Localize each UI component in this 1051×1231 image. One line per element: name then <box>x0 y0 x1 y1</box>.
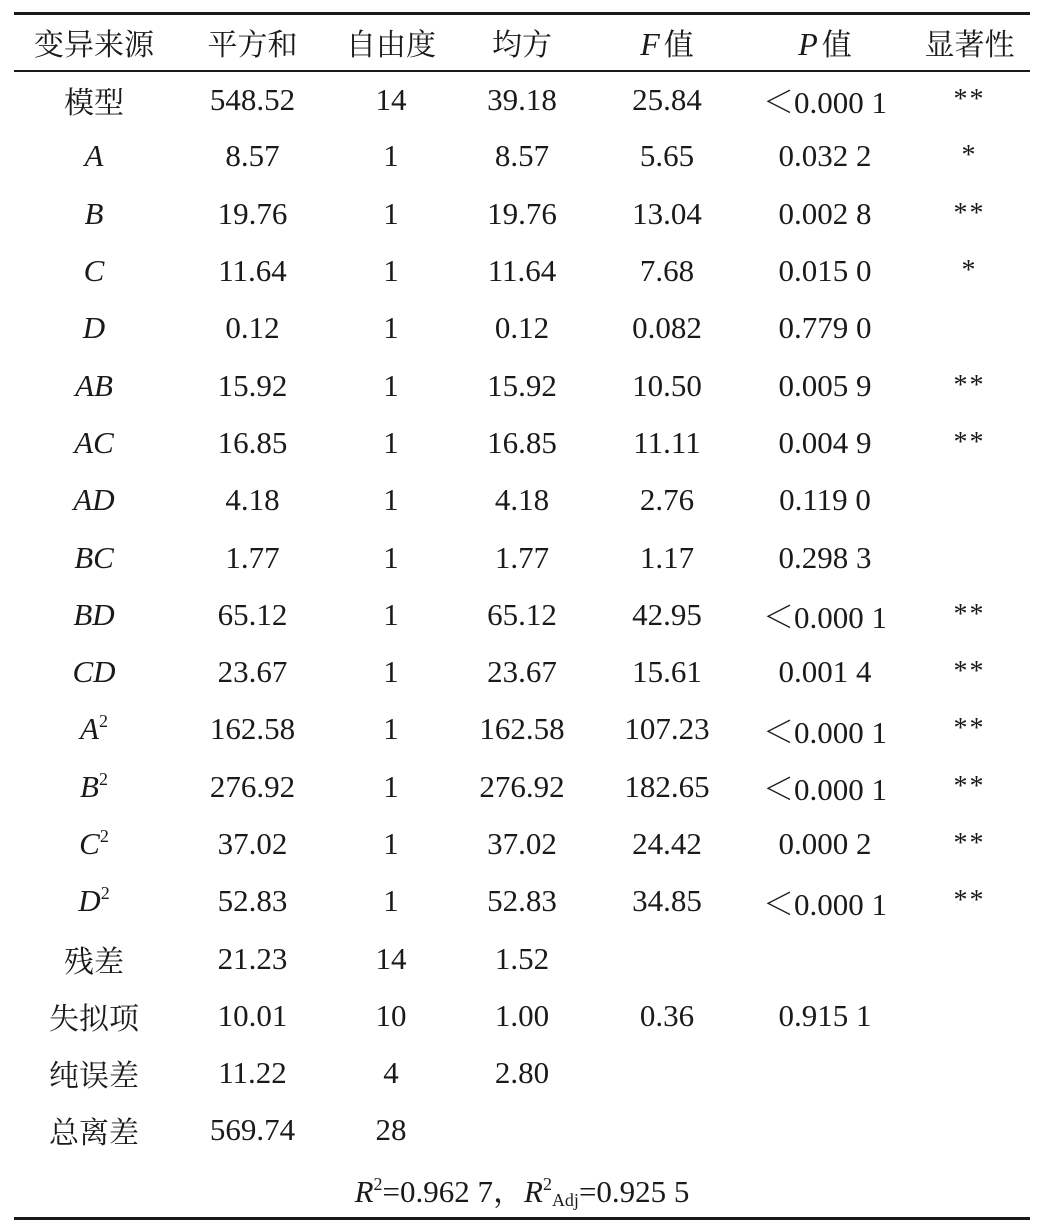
cell-significance: ** <box>953 828 986 859</box>
cell-degrees-of-freedom: 1 <box>383 826 399 861</box>
table-footer <box>14 1159 1030 1219</box>
cell-degrees-of-freedom: 1 <box>383 883 399 919</box>
cell-significance <box>909 930 1030 987</box>
cell-source <box>14 242 174 299</box>
cell-f-value: 24.42 <box>632 826 702 861</box>
cell-degrees-of-freedom: 1 <box>383 424 399 460</box>
cell-source <box>14 1102 174 1159</box>
table-header <box>14 14 1030 71</box>
cell-p-value: 0.000 2 <box>778 826 872 861</box>
cell-mean-square: 65.12 <box>487 596 557 632</box>
cell-f-value: 42.95 <box>632 596 702 632</box>
cell-f-value: 13.04 <box>632 195 702 231</box>
r2adj-subscript: Adj <box>551 1189 579 1210</box>
cell-f-value <box>593 930 741 987</box>
cell-significance: ** <box>953 426 986 458</box>
cell-p-value <box>741 1102 909 1159</box>
table-row <box>14 357 1030 414</box>
cell-significance <box>909 1102 1030 1159</box>
cell-source <box>14 128 174 185</box>
r2adj-superscript: 2 <box>542 1173 552 1194</box>
cell-source <box>14 758 174 815</box>
cell-sum-of-squares: 19.76 <box>217 195 288 231</box>
cell-f-value: 15.61 <box>632 654 702 690</box>
cell-source <box>14 586 174 643</box>
cell-significance: ** <box>953 713 986 745</box>
source-label: BD <box>73 596 115 632</box>
table-row <box>14 128 1030 185</box>
cell-mean-square: 8.57 <box>494 138 550 174</box>
header-f-symbol: F <box>640 26 660 63</box>
cell-mean-square: 1.52 <box>494 940 550 976</box>
cell-degrees-of-freedom: 28 <box>375 1112 407 1148</box>
cell-source <box>14 987 174 1044</box>
cell-f-value: 5.65 <box>639 138 695 174</box>
cell-sum-of-squares: 37.02 <box>217 826 288 861</box>
cell-sum-of-squares: 11.22 <box>218 1055 287 1091</box>
cell-sum-of-squares: 569.74 <box>209 1112 296 1148</box>
cell-mean-square: 0.12 <box>494 310 550 346</box>
cell-p-value: 0.779 0 <box>778 310 872 346</box>
cell-sum-of-squares: 23.67 <box>217 654 288 690</box>
table-row <box>14 758 1030 815</box>
r-squared-adjusted <box>524 1174 689 1210</box>
r2-superscript: 2 <box>373 1173 383 1194</box>
cell-significance <box>909 472 1030 529</box>
cell-mean-square: 16.85 <box>487 424 557 460</box>
table-row <box>14 643 1030 700</box>
cell-p-value: ＜0.000 1 <box>763 714 887 750</box>
cell-source <box>14 529 174 586</box>
cell-sum-of-squares: 548.52 <box>209 81 296 117</box>
cell-sum-of-squares: 16.85 <box>217 424 288 460</box>
source-label: AD <box>73 482 115 518</box>
cell-p-value: 0.004 9 <box>778 424 872 460</box>
source-superscript: 2 <box>98 768 108 789</box>
cell-p-value: ＜0.000 1 <box>763 85 887 121</box>
cell-degrees-of-freedom: 1 <box>383 768 399 804</box>
cell-sum-of-squares: 52.83 <box>217 883 288 919</box>
cell-mean-square: 1.77 <box>494 539 550 575</box>
cell-significance: ** <box>953 598 986 630</box>
r2adj-value: =0.925 5 <box>578 1173 690 1209</box>
r2adj-symbol: R <box>524 1173 543 1209</box>
table-row <box>14 71 1030 128</box>
cell-f-value <box>593 1045 741 1102</box>
cell-degrees-of-freedom: 1 <box>383 310 399 346</box>
fit-row <box>14 1159 1030 1219</box>
cell-degrees-of-freedom: 1 <box>383 596 399 632</box>
cell-mean-square: 162.58 <box>479 711 565 747</box>
cell-degrees-of-freedom: 1 <box>383 654 399 690</box>
cell-source <box>14 815 174 872</box>
cell-significance: * <box>961 140 978 172</box>
source-label: B <box>80 768 99 804</box>
cell-source <box>14 873 174 930</box>
table-row <box>14 300 1030 357</box>
cell-mean-square: 15.92 <box>487 367 557 403</box>
source-label: 总离差 <box>49 1116 139 1152</box>
header-sum-of-squares: 平方和 <box>174 14 331 71</box>
cell-degrees-of-freedom: 1 <box>383 138 399 174</box>
anova-table <box>14 12 1030 1220</box>
cell-significance: * <box>961 255 978 287</box>
cell-source <box>14 701 174 758</box>
source-label: CD <box>72 654 116 690</box>
header-significance: 显著性 <box>909 14 1030 71</box>
source-label: 纯误差 <box>49 1059 139 1095</box>
table-row <box>14 987 1030 1044</box>
cell-source <box>14 71 174 128</box>
cell-mean-square: 37.02 <box>487 826 557 861</box>
cell-source <box>14 300 174 357</box>
table-row <box>14 472 1030 529</box>
cell-source <box>14 1045 174 1102</box>
cell-degrees-of-freedom: 14 <box>375 940 407 976</box>
cell-f-value: 11.11 <box>633 424 701 460</box>
header-row <box>14 14 1030 71</box>
cell-significance: ** <box>953 83 986 115</box>
source-label: 失拟项 <box>49 1001 139 1037</box>
cell-f-value: 25.84 <box>632 81 702 117</box>
source-label: B <box>84 195 104 231</box>
cell-degrees-of-freedom: 1 <box>383 711 399 747</box>
cell-p-value: 0.015 0 <box>778 253 872 289</box>
cell-degrees-of-freedom: 1 <box>383 195 399 231</box>
cell-mean-square: 23.67 <box>487 654 557 690</box>
fit-statistics <box>14 1159 1030 1219</box>
cell-sum-of-squares: 21.23 <box>217 940 288 976</box>
source-label: C <box>79 826 100 861</box>
header-f-suffix: 值 <box>663 28 694 64</box>
source-label: AB <box>75 367 113 403</box>
cell-f-value: 7.68 <box>639 253 695 289</box>
cell-mean-square: 39.18 <box>487 81 557 117</box>
source-label: BC <box>74 539 114 575</box>
cell-source <box>14 357 174 414</box>
cell-p-value: 0.915 1 <box>778 997 872 1033</box>
source-label: AC <box>74 424 114 460</box>
cell-sum-of-squares: 1.77 <box>225 539 280 575</box>
table-row <box>14 414 1030 471</box>
cell-sum-of-squares: 8.57 <box>225 138 280 174</box>
table-row <box>14 1045 1030 1102</box>
cell-f-value: 107.23 <box>624 711 710 747</box>
cell-significance <box>909 300 1030 357</box>
r-squared <box>355 1166 524 1211</box>
cell-f-value: 10.50 <box>632 367 702 403</box>
cell-sum-of-squares: 11.64 <box>218 253 287 289</box>
cell-p-value: ＜0.000 1 <box>763 772 887 808</box>
cell-p-value <box>741 1045 909 1102</box>
table-row <box>14 586 1030 643</box>
source-label: 模型 <box>64 85 124 121</box>
source-label: A <box>80 711 99 747</box>
cell-f-value: 0.36 <box>639 997 695 1033</box>
cell-p-value: 0.298 3 <box>778 539 872 575</box>
cell-mean-square: 2.80 <box>494 1055 550 1091</box>
table-row <box>14 701 1030 758</box>
cell-sum-of-squares: 276.92 <box>209 768 296 804</box>
cell-source <box>14 930 174 987</box>
cell-source <box>14 414 174 471</box>
header-f-value <box>593 14 741 71</box>
cell-f-value <box>593 1102 741 1159</box>
source-superscript: 2 <box>100 883 110 904</box>
source-label: A <box>84 138 104 174</box>
cell-sum-of-squares: 4.18 <box>225 482 280 518</box>
cell-f-value: 2.76 <box>639 482 695 518</box>
table-row <box>14 185 1030 242</box>
cell-p-value: 0.005 9 <box>778 367 872 403</box>
cell-mean-square: 4.18 <box>494 482 550 518</box>
cell-mean-square: 1.00 <box>494 997 550 1033</box>
header-mean-square: 均方 <box>451 14 593 71</box>
table-row <box>14 1102 1030 1159</box>
cell-degrees-of-freedom: 14 <box>375 81 407 117</box>
cell-sum-of-squares: 65.12 <box>217 596 288 632</box>
cell-p-value: 0.001 4 <box>778 654 872 690</box>
header-source: 变异来源 <box>14 14 174 71</box>
cell-f-value: 34.85 <box>632 883 702 919</box>
cell-source <box>14 643 174 700</box>
cell-degrees-of-freedom: 1 <box>383 539 399 575</box>
cell-significance <box>909 987 1030 1044</box>
cell-p-value: ＜0.000 1 <box>763 600 887 636</box>
source-superscript: 2 <box>99 826 109 846</box>
cell-p-value: ＜0.000 1 <box>763 886 887 922</box>
cell-p-value <box>741 930 909 987</box>
header-degrees-of-freedom: 自由度 <box>331 14 451 71</box>
source-label: D <box>78 883 101 919</box>
cell-p-value: 0.032 2 <box>778 138 872 174</box>
table-row <box>14 242 1030 299</box>
cell-degrees-of-freedom: 1 <box>383 482 399 518</box>
r2-value: =0.962 7， <box>382 1173 524 1209</box>
cell-source <box>14 472 174 529</box>
cell-f-value: 182.65 <box>624 768 710 804</box>
cell-significance: ** <box>953 656 986 688</box>
cell-f-value: 0.082 <box>632 310 702 346</box>
header-p-value <box>741 14 909 71</box>
cell-mean-square: 11.64 <box>487 253 557 289</box>
header-p-symbol: P <box>798 26 818 63</box>
cell-source <box>14 185 174 242</box>
source-label: D <box>82 310 106 346</box>
cell-sum-of-squares: 0.12 <box>225 310 280 346</box>
cell-significance <box>909 1045 1030 1102</box>
cell-mean-square: 52.83 <box>487 883 557 919</box>
cell-significance: ** <box>953 770 986 802</box>
cell-f-value: 1.17 <box>639 539 695 575</box>
cell-significance <box>909 529 1030 586</box>
cell-degrees-of-freedom: 10 <box>375 997 407 1033</box>
header-p-suffix: 值 <box>821 28 852 64</box>
cell-sum-of-squares: 162.58 <box>209 711 296 747</box>
table-row <box>14 930 1030 987</box>
cell-significance: ** <box>953 885 986 917</box>
cell-sum-of-squares: 10.01 <box>217 997 288 1033</box>
source-superscript: 2 <box>98 711 108 732</box>
cell-mean-square <box>451 1102 593 1159</box>
cell-significance: ** <box>953 197 986 229</box>
cell-mean-square: 19.76 <box>487 195 557 231</box>
cell-p-value: 0.002 8 <box>778 195 872 231</box>
source-label: 残差 <box>64 944 124 980</box>
r2-symbol: R <box>354 1173 374 1209</box>
table-body <box>14 71 1030 1160</box>
cell-significance: ** <box>953 369 986 401</box>
cell-sum-of-squares: 15.92 <box>217 367 288 403</box>
cell-degrees-of-freedom: 1 <box>383 367 399 403</box>
cell-mean-square: 276.92 <box>479 768 565 804</box>
table-row <box>14 815 1030 872</box>
table-row <box>14 873 1030 930</box>
cell-p-value: 0.119 0 <box>779 482 871 518</box>
cell-degrees-of-freedom: 1 <box>383 253 399 289</box>
cell-degrees-of-freedom: 4 <box>383 1055 399 1091</box>
table-row <box>14 529 1030 586</box>
source-label: C <box>83 253 105 289</box>
